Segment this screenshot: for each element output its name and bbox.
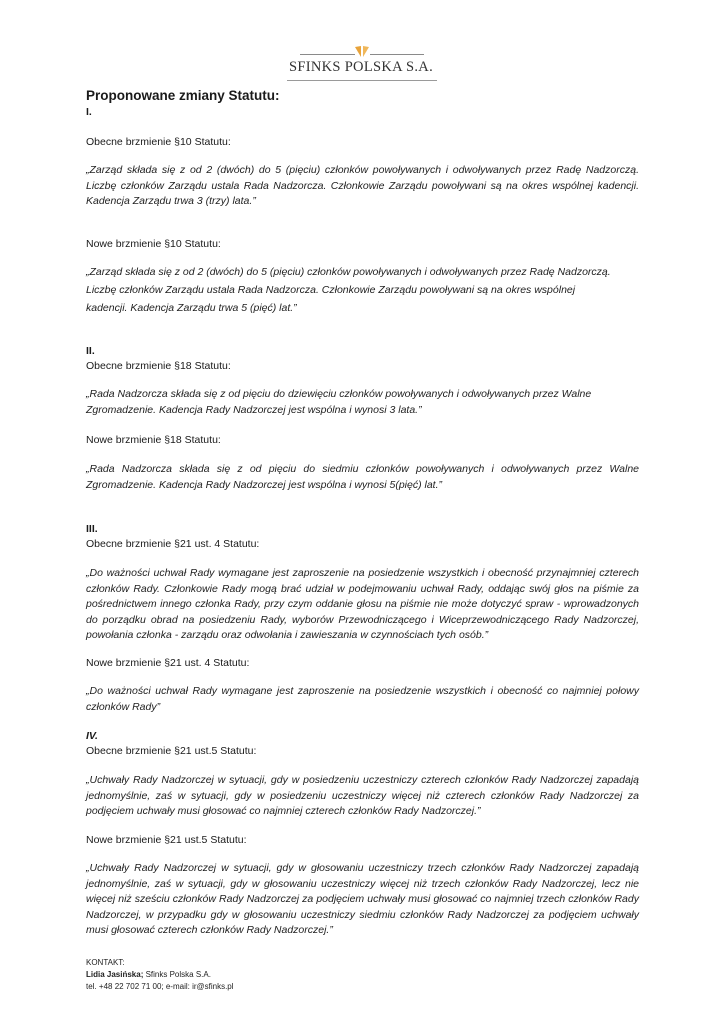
- document-title: Proponowane zmiany Statutu:: [86, 88, 280, 103]
- company-logo: [285, 42, 437, 82]
- new-wording-label: Nowe brzmienie §10 Statutu:: [86, 238, 221, 250]
- current-wording-line: „Rada Nadzorcza składa się z od pięciu do dziewięciu członków powoływanych i odwoływanych przez Walne: [86, 388, 592, 400]
- new-wording-text: „Do ważności uchwał Rady wymagane jest zaproszenie na posiedzenie wszystkich i obecność co najmniej połowy członków Rady”: [86, 685, 639, 713]
- section-number: III.: [86, 523, 98, 535]
- section-number: IV.: [86, 730, 98, 742]
- new-wording-label: Nowe brzmienie §21 ust. 4 Statutu:: [86, 657, 250, 669]
- current-wording-label: Obecne brzmienie §10 Statutu:: [86, 136, 231, 148]
- footer-contact-details: tel. +48 22 702 71 00; e-mail: ir@sfinks.pl: [86, 982, 234, 991]
- sphinx-logo-icon: [354, 44, 370, 58]
- footer-label: KONTAKT:: [86, 958, 125, 967]
- logo-line-right: [370, 54, 424, 55]
- current-wording-label: Obecne brzmienie §21 ust.5 Statutu:: [86, 745, 257, 757]
- new-wording-label: Nowe brzmienie §21 ust.5 Statutu:: [86, 834, 247, 846]
- new-wording-line: „Zarząd składa się z od 2 (dwóch) do 5 (pięciu) członków powoływanych i odwoływanych przez Radę Nadzorczą.: [86, 266, 611, 278]
- current-wording-text: „Uchwały Rady Nadzorczej w sytuacji, gdy w posiedzeniu uczestniczy czterech członków Rady Nadzorczej zapadają jednomyślnie, zaś w sytuacji, gdy w posiedzeniu uczestniczy więcej niż czterech członków Rady Nadzorczej za podjęciem uchwały musi głosować co najmniej czterech członków Rady Nadzorczej.”: [86, 774, 639, 817]
- new-wording-label: Nowe brzmienie §18 Statutu:: [86, 434, 221, 446]
- current-wording-label: Obecne brzmienie §21 ust. 4 Statutu:: [86, 538, 260, 550]
- new-wording-line: kadencji. Kadencja Zarządu trwa 5 (pięć) lat.”: [86, 302, 297, 314]
- footer-contact-person: [86, 969, 234, 981]
- section-number: I.: [86, 106, 92, 118]
- current-wording-text: „Zarząd składa się z od 2 (dwóch) do 5 (pięciu) członków powoływanych i odwoływanych przez Radę Nadzorczą. Liczbę członków Zarządu ustala Rada Nadzorcza. Członkowie Zarządu powoływani są na okres wspólnej kadencji. Kadencja Zarządu trwa 3 (trzy) lata.”: [86, 164, 639, 207]
- current-wording-label: Obecne brzmienie §18 Statutu:: [86, 360, 231, 372]
- contact-company: Sfinks Polska S.A.: [143, 970, 211, 979]
- section-number: II.: [86, 345, 95, 357]
- contact-footer: [86, 957, 234, 993]
- new-wording-text: „Rada Nadzorcza składa się z od pięciu do siedmiu członków powoływanych i odwoływanych przez Walne Zgromadzenie. Kadencja Rady Nadzorczej jest wspólna i wynosi 5(pięć) lat.”: [86, 463, 639, 491]
- new-wording-text: „Uchwały Rady Nadzorczej w sytuacji, gdy w głosowaniu uczestniczy trzech członków Rady Nadzorczej zapadają jednomyślnie, zaś w sytuacji, gdy w głosowaniu uczestniczy więcej niż trzech członków Rady Nadzorczej, lecz nie więcej niż sześciu członków Rady Nadzorczej za podjęciem uchwały musi głosować co najmniej trzech członków Rady Nadzorczej, w przypadku gdy w głosowaniu uczestniczy siedmiu członków Rady Nadzorczej za podjęciem uchwały musi głosować czterech członków Rady Nadzorczej.”: [86, 862, 639, 936]
- company-name: SFINKS POLSKA S.A.: [289, 59, 433, 75]
- new-wording-line: Liczbę członków Zarządu ustala Rada Nadzorcza. Członkowie Zarządu powoływani są na okres wspólnej: [86, 284, 576, 296]
- current-wording-text: „Do ważności uchwał Rady wymagane jest zaproszenie na posiedzenie wszystkich i obecność przynajmniej czterech członków Rady. Członkowie Rady mogą brać udział w podejmowaniu uchwał Rady, oddając swój głos na piśmie za pośrednictwem innego członka Rady, przy czym oddanie głosu na piśmie nie może dotyczyć spraw - wprowadzonych do porządku obrad na posiedzeniu Rady, wyborów Przewodniczącego i Wiceprzewodniczącego Rady Nadzorczej, powołania członka - zarządu oraz odwołania i zawieszania w czynnościach tych osób.”: [86, 567, 639, 641]
- logo-line-left: [300, 54, 355, 55]
- logo-underline: [287, 80, 437, 81]
- current-wording-line: Zgromadzenie. Kadencja Rady Nadzorczej jest wspólna i wynosi 3 lata.”: [86, 404, 422, 416]
- contact-name: Lidia Jasińska;: [86, 970, 144, 979]
